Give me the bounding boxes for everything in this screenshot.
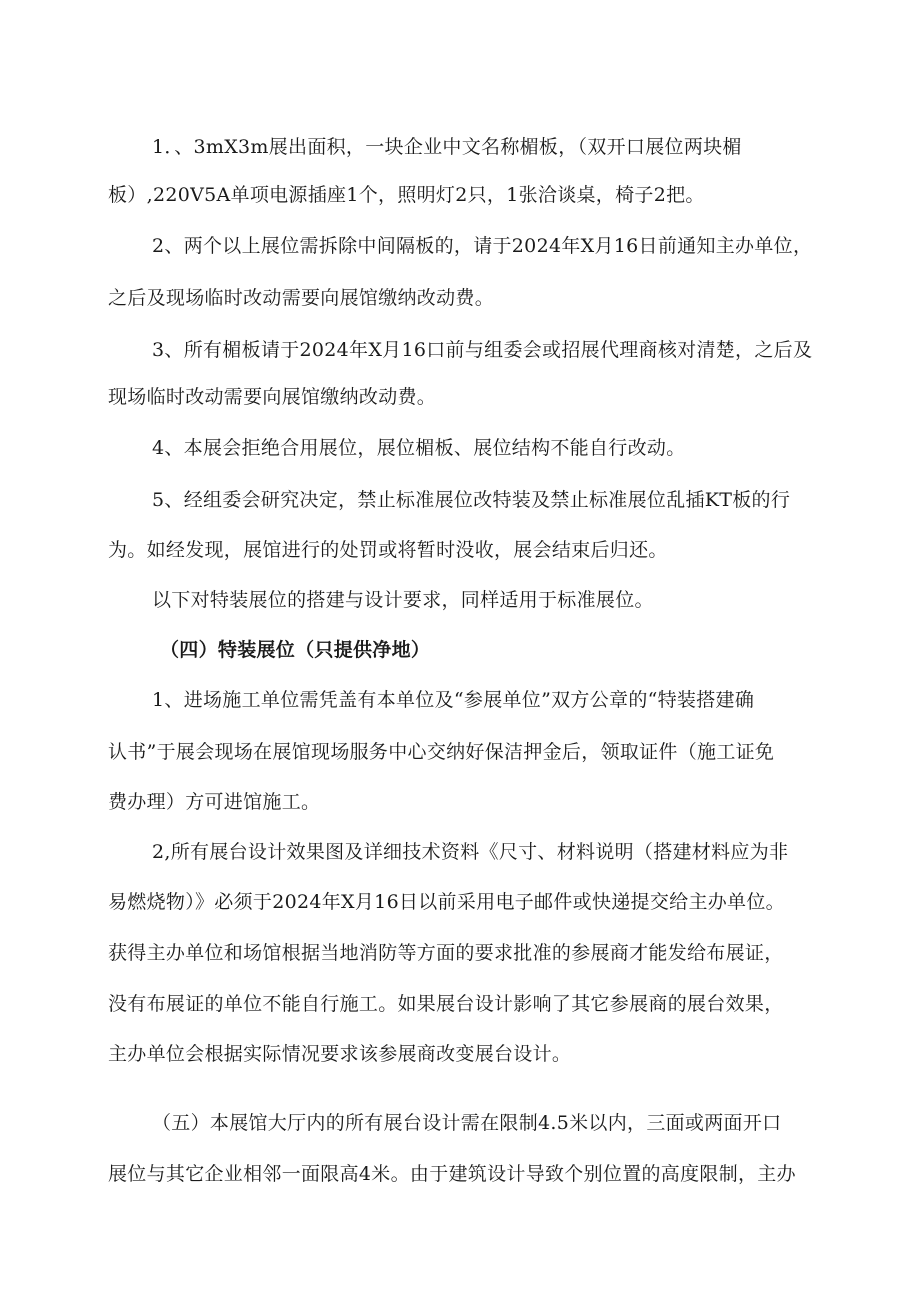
paragraph-8-line-4: 没有布展证的单位不能自行施工。如果展台设计影响了其它参展商的展台效果， — [108, 993, 784, 1015]
paragraph-4-line-1: 4、本展会拒绝合用展位，展位楣板、展位结构不能自行改动。 — [152, 437, 686, 459]
paragraph-2-line-2: 之后及现场临时改动需要向展馆缴纳改动费。 — [108, 287, 495, 309]
paragraph-3-line-2: 现场临时改动需要向展馆缴纳改动费。 — [108, 386, 437, 408]
paragraph-2-line-1: 2、两个以上展位需拆除中间隔板的，请于2024年X月16日前通知主办单位， — [152, 235, 813, 257]
paragraph-7-line-1: 1、进场施工单位需凭盖有本单位及“参展单位”双方公章的“特装搭建确 — [152, 689, 755, 711]
paragraph-8-line-2: 易燃烧物）》必须于2024年X月16日以前采用电子邮件或快递提交给主办单位。 — [108, 891, 785, 913]
paragraph-5-line-2: 为。如经发现，展馆进行的处罚或将暂时没收，展会结束后归还。 — [108, 539, 668, 561]
section-5-line-2: 展位与其它企业相邻一面限高4米。由于建筑设计导致个别位置的高度限制，主办 — [108, 1163, 796, 1185]
paragraph-1-line-1: 1．、3mX3m展出面积，一块企业中文名称楣板，（双开口展位两块楣 — [152, 136, 742, 158]
paragraph-3-line-1: 3、所有楣板请于2024年X月16口前与组委会或招展代理商核对清楚，之后及 — [152, 339, 813, 361]
paragraph-8-line-1: 2,所有展台设计效果图及详细技术资料《尺寸、材料说明（搭建材料应为非 — [152, 841, 789, 863]
paragraph-5-line-1: 5、经组委会研究决定，禁止标准展位改特装及禁止标准展位乱插KT板的行 — [152, 489, 791, 511]
section-5-line-1: （五）本展馆大厅内的所有展台设计需在限制4.5米以内，三面或两面开口 — [152, 1112, 782, 1134]
section-heading-4: （四）特装展位（只提供净地） — [160, 639, 431, 661]
paragraph-6-line-1: 以下对特装展位的搭建与设计要求，同样适用于标准展位。 — [152, 589, 654, 611]
paragraph-7-line-2: 认书”于展会现场在展馆现场服务中心交纳好保洁押金后，领取证件（施工证免 — [108, 741, 775, 763]
paragraph-8-line-5: 主办单位会根据实际情况要求该参展商改变展台设计。 — [108, 1043, 572, 1065]
paragraph-8-line-3: 获得主办单位和场馆根据当地消防等方面的要求批准的参展商才能发给布展证， — [108, 942, 784, 964]
paragraph-7-line-3: 费办理）方可进馆施工。 — [108, 791, 321, 813]
paragraph-1-line-2: 板）,220V5A单项电源插座1个，照明灯2只，1张洽谈桌，椅子2把。 — [108, 184, 705, 206]
